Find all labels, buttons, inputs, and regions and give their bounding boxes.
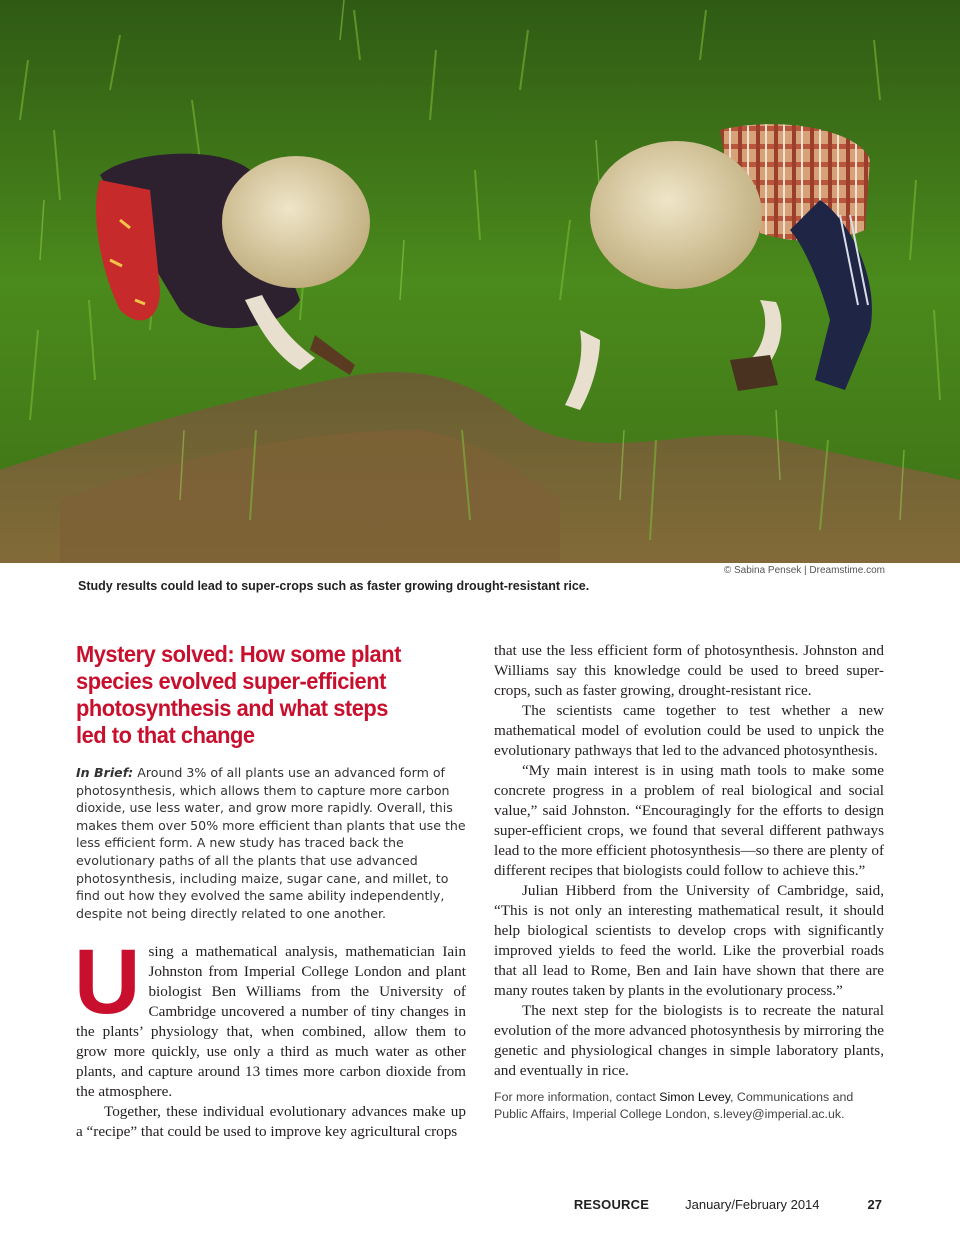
in-brief-text: Around 3% of all plants use an advanced form of photosynthesis, which allows them to capture more carbon dioxide, use less water, and grow more rapidly. Overall, this makes them over 50% more efficient than plants that use the less efficient form. A new study has traced back the evolutionary paths of all the plants that use advanced photosynthesis, including maize, sugar cane, and millet, to find out how they evolved the same ability independently, despite not being directly related to one another. — [76, 765, 466, 921]
article-paragraph-4: “My main interest is in using math tools to make some concrete progress in a problem of real biological and social value,” said Johnston. “Encouragingly for the efforts to design super-efficient crops, we found that several different pathways lead to the more efficient photosynthesis—so there are plenty of different recipes that biologists could follow to achieve this.” — [494, 762, 884, 879]
in-brief-summary — [76, 764, 466, 922]
article-paragraph-5: Julian Hibberd from the University of Cambridge, said, “This is not only an interesting mathematical result, it should help biological scientists to develop crops with significantly improved yields to feed the world. Like the proverbial roads that all lead to Rome, Ben and Iain have shown that there are many routes taken by plants in the evolutionary process.” — [494, 882, 884, 999]
page-footer — [574, 1197, 882, 1212]
article-paragraph-1 — [74, 931, 466, 1102]
article-paragraph-2: Together, these individual evolutionary advances make up a “recipe” that could be used to improve key agricultural crops — [76, 1103, 466, 1141]
contact-name: Simon Levey — [659, 1090, 730, 1104]
rice-field-photo — [0, 0, 960, 563]
photo-caption: Study results could lead to super-crops such as faster growing drought-resistant rice. — [78, 579, 590, 593]
article-headline: Mystery solved: How some plant species evolved super-efficient photosynthesis and what steps led to that change — [76, 641, 401, 748]
issue-date: January/February 2014 — [685, 1197, 820, 1212]
magazine-name: RESOURCE — [573, 1197, 650, 1212]
drop-cap: U — [74, 931, 141, 1034]
photo-credit: © Sabina Pensek | Dreamstime.com — [723, 565, 885, 576]
contact-suffix: , Communications and Public Affairs, Imperial College London, s.levey@imperial.ac.uk. — [494, 1090, 854, 1121]
page-number: 27 — [867, 1197, 882, 1212]
paragraph-1-text: sing a mathematical analysis, mathematician Iain Johnston from Imperial College London and plant biologist Ben Williams from the University of Cambridge uncovered a number of tiny changes in the plants’ physiology that, when combined, allow them to grow more quickly, use only a third as much water as other plants, and capture around 13 times more carbon dioxide from the atmosphere. — [76, 943, 466, 1101]
article-paragraph-6: The next step for the biologists is to recreate the natural evolution of the more advanced photosynthesis by mirroring the genetic and physiological changes in simple laboratory plants, and eventually in rice. — [494, 1002, 884, 1079]
contact-info — [494, 1089, 884, 1122]
contact-prefix: For more information, contact — [494, 1090, 660, 1104]
article-paragraph-2-continued: that use the less efficient form of photosynthesis. Johnston and Williams say this knowledge could be used to breed super-crops, such as faster growing, drought-resistant rice. — [494, 642, 884, 699]
article-column-left — [76, 641, 466, 1142]
article-column-right — [494, 641, 884, 1122]
in-brief-label: In Brief: — [76, 765, 134, 780]
article-paragraph-3: The scientists came together to test whether a new mathematical model of evolution could be used to unpick the evolutionary pathways that led to the advanced photosynthesis. — [494, 702, 884, 759]
